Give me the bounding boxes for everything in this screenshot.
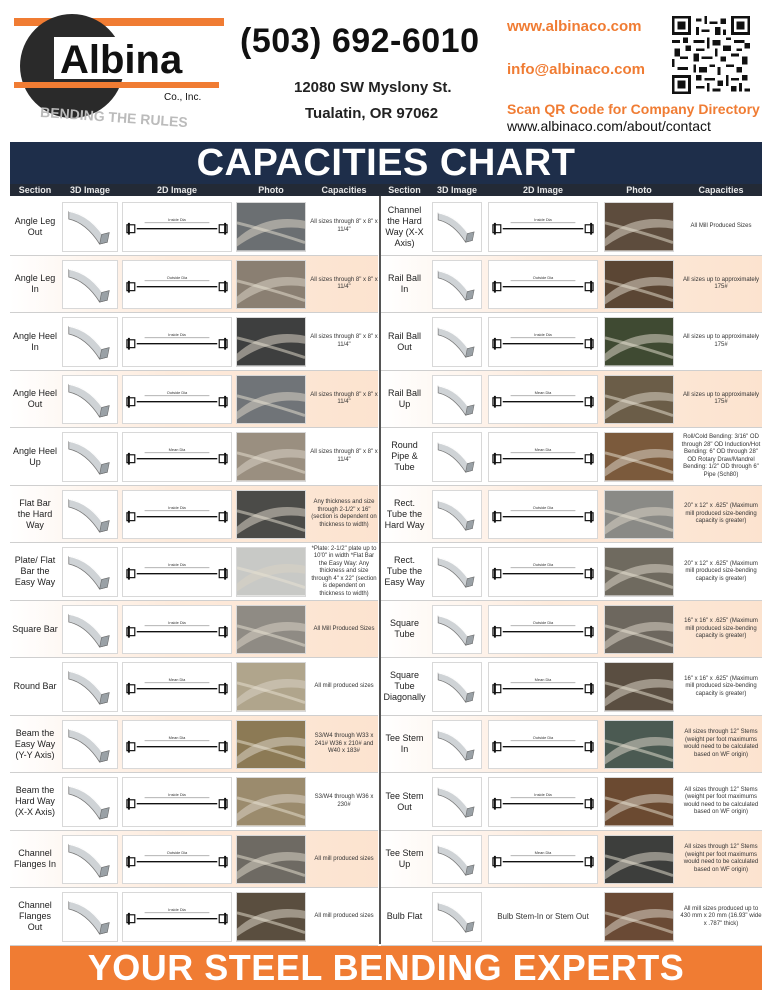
capacity-text: 20" x 12" x .625" (Maximum mill produced size-bending capacity is greater) bbox=[684, 560, 758, 582]
profile-2d-diagram bbox=[123, 491, 231, 539]
image-2d-cell bbox=[122, 432, 232, 482]
image-2d-cell bbox=[122, 777, 232, 827]
capacity-text: All sizes through 8" x 8" x 11/4" bbox=[310, 391, 378, 406]
dimension-label: Mean Dia bbox=[168, 446, 186, 452]
section-name: Rect. Tube the Easy Way bbox=[384, 555, 425, 588]
albina-logo bbox=[14, 10, 234, 130]
photo-cell bbox=[236, 490, 306, 540]
photo-image bbox=[237, 376, 305, 424]
photo-image bbox=[237, 318, 305, 366]
image-2d-cell bbox=[122, 720, 232, 770]
section-name: Rect. Tube the Hard Way bbox=[384, 497, 425, 530]
capacity-text: 16" x 16" x .625" (Maximum mill produced size-bending capacity is greater) bbox=[684, 618, 758, 639]
section-name: Square Tube bbox=[389, 618, 420, 640]
table-row bbox=[10, 888, 378, 946]
column-header: 3D Image bbox=[436, 185, 478, 195]
footer-slogan: YOUR STEEL BENDING EXPERTS bbox=[87, 947, 685, 988]
image-3d-cell bbox=[62, 720, 118, 770]
profile-3d-image bbox=[433, 836, 481, 884]
section-name: Square Bar bbox=[12, 623, 58, 634]
section-name: Beam the Easy Way (Y-Y Axis) bbox=[14, 727, 56, 760]
profile-3d-image bbox=[433, 548, 481, 596]
image-3d-cell bbox=[62, 375, 118, 425]
table-row bbox=[381, 831, 762, 889]
page-header bbox=[0, 0, 772, 142]
capacity-text: All sizes through 8" x 8" x 11/4" bbox=[310, 449, 378, 463]
image-2d-cell bbox=[122, 662, 232, 712]
dimension-label: Outside Dia bbox=[166, 389, 188, 395]
capacities-table bbox=[10, 184, 762, 944]
photo-cell bbox=[604, 432, 674, 482]
image-2d-cell bbox=[488, 490, 598, 540]
image-3d-cell bbox=[432, 490, 482, 540]
image-2d-cell bbox=[488, 202, 598, 252]
address-line-1: 12080 SW Myslony St. bbox=[294, 79, 452, 96]
capacity-text: All mill sizes produced up to 430 mm x 20 mm (16.93" wide x .787" thick) bbox=[680, 905, 762, 927]
image-3d-cell bbox=[432, 432, 482, 482]
capacity-text: 16" x 16" x .625" (Maximum mill produced size-bending capacity is greater) bbox=[684, 675, 758, 697]
dimension-label: Inside Dia bbox=[534, 791, 552, 797]
table-row bbox=[10, 256, 378, 314]
section-name: Bulb Flat bbox=[386, 911, 423, 922]
image-3d-cell bbox=[62, 260, 118, 310]
table-row bbox=[381, 313, 762, 371]
profile-2d-diagram bbox=[123, 433, 231, 481]
photo-cell bbox=[236, 202, 306, 252]
image-2d-cell bbox=[488, 547, 598, 597]
profile-3d-image bbox=[63, 893, 117, 941]
table-row bbox=[10, 543, 378, 601]
photo-cell bbox=[604, 490, 674, 540]
profile-3d-image bbox=[433, 778, 481, 826]
profile-2d-diagram bbox=[123, 318, 231, 366]
profile-2d-diagram bbox=[489, 491, 597, 539]
dimension-label: Inside Dia bbox=[534, 331, 552, 337]
image-3d-cell bbox=[62, 662, 118, 712]
image-2d-cell bbox=[488, 835, 598, 885]
table-row bbox=[381, 658, 762, 716]
image-3d-cell bbox=[62, 317, 118, 367]
address-line-2: Tualatin, OR 97062 bbox=[305, 105, 439, 122]
table-row bbox=[10, 313, 378, 371]
photo-cell bbox=[604, 662, 674, 712]
photo-cell bbox=[236, 662, 306, 712]
capacity-text: All sizes through 12" Stems (weight per foot maximums would need to be calculated based on WF origin) bbox=[683, 729, 759, 758]
photo-cell bbox=[604, 375, 674, 425]
section-name: Plate/ Flat Bar the Easy Way bbox=[14, 555, 56, 588]
profile-2d-diagram bbox=[489, 721, 597, 769]
profile-3d-image bbox=[63, 318, 117, 366]
image-2d-cell bbox=[122, 375, 232, 425]
image-2d-cell bbox=[122, 317, 232, 367]
profile-2d-diagram bbox=[489, 318, 597, 366]
email-link[interactable]: info@albinaco.com bbox=[507, 61, 645, 78]
section-name: Angle Leg In bbox=[14, 273, 56, 295]
dimension-label: Inside Dia bbox=[168, 619, 186, 625]
image-3d-cell bbox=[432, 375, 482, 425]
image-3d-cell bbox=[432, 260, 482, 310]
dimension-label: Outside Dia bbox=[166, 849, 188, 855]
section-name: Channel the Hard Way (X-X Axis) bbox=[385, 204, 424, 248]
photo-image bbox=[605, 778, 673, 826]
dimension-label: Inside Dia bbox=[168, 504, 186, 510]
table-row bbox=[381, 256, 762, 314]
photo-cell bbox=[236, 777, 306, 827]
capacity-text: All sizes through 8" x 8" x 11/4" bbox=[310, 334, 378, 348]
image-2d-cell bbox=[122, 892, 232, 942]
image-2d-cell bbox=[122, 260, 232, 310]
dimension-label: Inside Dia bbox=[168, 216, 186, 222]
profile-2d-diagram bbox=[123, 548, 231, 596]
column-header: Capacities bbox=[321, 185, 367, 195]
photo-image bbox=[237, 606, 305, 654]
section-name: Rail Ball Out bbox=[387, 330, 421, 352]
photo-cell bbox=[604, 892, 674, 942]
image-3d-cell bbox=[432, 202, 482, 252]
photo-image bbox=[605, 663, 673, 711]
table-row bbox=[10, 601, 378, 659]
image-3d-cell bbox=[62, 777, 118, 827]
profile-2d-diagram bbox=[489, 606, 597, 654]
column-header: Photo bbox=[258, 185, 284, 195]
section-name: Rail Ball In bbox=[387, 273, 421, 295]
photo-image bbox=[605, 721, 673, 769]
profile-2d-diagram bbox=[489, 376, 597, 424]
qr-prompt: Scan QR Code for Company Directory bbox=[507, 101, 760, 117]
profile-3d-image bbox=[433, 261, 481, 309]
profile-3d-image bbox=[433, 203, 481, 251]
section-name: Angle Leg Out bbox=[14, 215, 56, 237]
dimension-label: Mean Dia bbox=[168, 734, 186, 740]
profile-3d-image bbox=[63, 433, 117, 481]
capacity-text: All sizes through 12" Stems (weight per foot maximums would need to be calculated based on WF origin) bbox=[683, 786, 759, 816]
photo-image bbox=[605, 203, 673, 251]
section-name: Round Bar bbox=[13, 681, 57, 692]
image-3d-cell bbox=[432, 720, 482, 770]
profile-3d-image bbox=[63, 606, 117, 654]
capacity-text: All sizes through 8" x 8" x 11/4" bbox=[310, 219, 378, 233]
capacity-text: Any thickness and size through 2-1/2" x 16" (section is dependent on thickness to width) bbox=[311, 499, 377, 528]
dimension-label: Inside Dia bbox=[168, 906, 186, 912]
title-band bbox=[10, 142, 762, 184]
photo-cell bbox=[236, 317, 306, 367]
section-name: Flat Bar the Hard Way bbox=[17, 497, 53, 530]
image-2d-cell bbox=[488, 260, 598, 310]
profile-2d-diagram bbox=[123, 778, 231, 826]
photo-cell bbox=[236, 375, 306, 425]
profile-3d-image bbox=[63, 261, 117, 309]
dimension-label: Inside Dia bbox=[168, 791, 186, 797]
table-row bbox=[10, 716, 378, 774]
profile-3d-image bbox=[63, 663, 117, 711]
image-3d-cell bbox=[432, 547, 482, 597]
image-2d-cell bbox=[488, 375, 598, 425]
section-name: Tee Stem Out bbox=[385, 790, 424, 812]
profile-3d-image bbox=[433, 491, 481, 539]
column-header: Capacities bbox=[698, 185, 744, 195]
website-link[interactable]: www.albinaco.com bbox=[507, 18, 642, 35]
table-row bbox=[10, 773, 378, 831]
profile-3d-image bbox=[433, 606, 481, 654]
capacity-text: All mill produced sizes bbox=[314, 683, 374, 689]
profile-3d-image bbox=[63, 836, 117, 884]
profile-3d-image bbox=[63, 203, 117, 251]
profile-3d-image bbox=[433, 433, 481, 481]
photo-image bbox=[237, 663, 305, 711]
dimension-label: Outside Dia bbox=[532, 734, 554, 740]
table-row bbox=[381, 543, 762, 601]
qr-code-icon[interactable] bbox=[672, 16, 750, 94]
image-3d-cell bbox=[432, 605, 482, 655]
image-3d-cell bbox=[62, 547, 118, 597]
image-2d-cell bbox=[122, 835, 232, 885]
image-2d-cell bbox=[488, 605, 598, 655]
logo-suffix: Co., Inc. bbox=[164, 92, 202, 103]
table-row bbox=[381, 371, 762, 429]
column-header: 3D Image bbox=[69, 185, 111, 195]
profile-2d-diagram bbox=[123, 893, 231, 941]
section-name: Rail Ball Up bbox=[387, 388, 421, 410]
image-2d-cell bbox=[488, 432, 598, 482]
dimension-label: Mean Dia bbox=[168, 676, 186, 682]
profile-3d-image bbox=[433, 663, 481, 711]
column-header: 2D Image bbox=[156, 185, 198, 195]
logo-tagline: BENDING THE RULES bbox=[39, 103, 189, 130]
section-name: Tee Stem In bbox=[385, 733, 424, 755]
photo-cell bbox=[604, 720, 674, 770]
capacity-text: S3/W4 through W33 x 241# W36 x 210# and W40 x 183# bbox=[314, 733, 374, 754]
photo-image bbox=[605, 491, 673, 539]
profile-2d-diagram bbox=[123, 261, 231, 309]
capacity-text: S3/W4 through W36 x 230# bbox=[314, 794, 374, 808]
dimension-label: Outside Dia bbox=[532, 619, 554, 625]
capacity-text: All sizes up to approximately 175# bbox=[682, 391, 760, 406]
dimension-label: Mean Dia bbox=[534, 446, 552, 452]
profile-3d-image bbox=[63, 721, 117, 769]
table-row bbox=[10, 428, 378, 486]
image-2d-cell bbox=[488, 720, 598, 770]
image-3d-cell bbox=[62, 605, 118, 655]
table-row bbox=[381, 888, 762, 946]
photo-cell bbox=[604, 202, 674, 252]
dimension-label: Outside Dia bbox=[532, 504, 554, 510]
photo-image bbox=[605, 836, 673, 884]
capacity-text: All sizes through 8" x 8" x 11/4" bbox=[310, 276, 378, 291]
image-3d-cell bbox=[62, 202, 118, 252]
profile-3d-image bbox=[63, 491, 117, 539]
photo-cell bbox=[236, 260, 306, 310]
section-name: Angle Heel In bbox=[12, 330, 58, 352]
dimension-label: Outside Dia bbox=[532, 561, 554, 567]
profile-2d-diagram bbox=[123, 203, 231, 251]
capacity-text: 20" x 12" x .625" (Maximum mill produced size-bending capacity is greater) bbox=[684, 503, 758, 524]
image-3d-cell bbox=[62, 835, 118, 885]
photo-cell bbox=[604, 317, 674, 367]
dimension-label: Inside Dia bbox=[168, 561, 186, 567]
image-2d-cell bbox=[122, 202, 232, 252]
profile-3d-image bbox=[433, 721, 481, 769]
phone-number[interactable]: (503) 692-6010 bbox=[240, 22, 480, 60]
image-3d-cell bbox=[432, 317, 482, 367]
capacity-text: All sizes through 12" Stems (weight per foot maximums would need to be calculated based on WF origin) bbox=[683, 844, 759, 873]
photo-image bbox=[237, 261, 305, 309]
section-name: Channel Flanges In bbox=[13, 848, 57, 870]
photo-cell bbox=[604, 835, 674, 885]
profile-3d-image bbox=[433, 318, 481, 366]
table-row bbox=[381, 428, 762, 486]
photo-image bbox=[605, 261, 673, 309]
profile-2d-diagram bbox=[489, 836, 597, 884]
photo-image bbox=[237, 836, 305, 884]
image-3d-cell bbox=[432, 892, 482, 942]
footer-band bbox=[10, 946, 762, 990]
section-name: Angle Heel Up bbox=[12, 445, 58, 467]
photo-image bbox=[237, 203, 305, 251]
profile-2d-diagram bbox=[123, 663, 231, 711]
photo-image bbox=[605, 318, 673, 366]
image-2d-cell bbox=[488, 777, 598, 827]
table-row bbox=[10, 371, 378, 429]
section-name: Beam the Hard Way (X-X Axis) bbox=[14, 785, 55, 818]
contact-url[interactable]: www.albinaco.com/about/contact bbox=[507, 118, 711, 134]
column-header: Section bbox=[18, 185, 52, 195]
photo-image bbox=[605, 893, 673, 941]
capacity-text: All Mill Produced Sizes bbox=[313, 625, 375, 632]
capacity-text: Roll/Cold Bending: 3/16" OD through 28" OD Induction/Hot Bending: 6" OD through 28" OD Rotary Draw/Mandrel Bending: 1/2" OD through 6" Pipe (Sch80) bbox=[681, 434, 761, 478]
table-row bbox=[381, 716, 762, 774]
table-row bbox=[381, 198, 762, 256]
table-row bbox=[10, 198, 378, 256]
capacity-text: *Plate: 2-1/2" plate up to 10'0" in width *Flat Bar the Easy Way: Any thickness and size through 4" x 22" (section is dependent on thickness to width) bbox=[311, 545, 377, 597]
column-header: Photo bbox=[626, 185, 652, 195]
image-3d-cell bbox=[62, 432, 118, 482]
photo-cell bbox=[604, 777, 674, 827]
photo-cell bbox=[604, 260, 674, 310]
page-title: CAPACITIES CHART bbox=[196, 142, 576, 184]
section-name: Round Pipe & Tube bbox=[391, 440, 418, 473]
dimension-label: Mean Dia bbox=[534, 849, 552, 855]
profile-2d-diagram bbox=[123, 836, 231, 884]
profile-2d-diagram bbox=[489, 433, 597, 481]
column-header: 2D Image bbox=[522, 185, 564, 195]
table-row bbox=[381, 773, 762, 831]
section-name: Channel Flanges Out bbox=[18, 900, 52, 933]
profile-2d-diagram bbox=[489, 261, 597, 309]
dimension-label: Mean Dia bbox=[534, 676, 552, 682]
table-row bbox=[10, 831, 378, 889]
profile-2d-diagram bbox=[123, 721, 231, 769]
capacity-text: All Mill Produced Sizes bbox=[690, 223, 752, 229]
bulb-note: Bulb Stem-In or Stem Out bbox=[497, 912, 589, 922]
photo-cell bbox=[604, 547, 674, 597]
table-row bbox=[381, 486, 762, 544]
profile-2d-diagram bbox=[489, 548, 597, 596]
profile-3d-image bbox=[63, 376, 117, 424]
photo-cell bbox=[236, 605, 306, 655]
column-header: Section bbox=[388, 185, 421, 195]
image-2d-cell bbox=[488, 317, 598, 367]
photo-cell bbox=[604, 605, 674, 655]
profile-2d-diagram bbox=[489, 663, 597, 711]
photo-cell bbox=[236, 432, 306, 482]
section-name: Angle Heel Out bbox=[12, 388, 58, 410]
image-3d-cell bbox=[432, 662, 482, 712]
dimension-label: Outside Dia bbox=[166, 274, 188, 280]
image-2d-cell bbox=[122, 605, 232, 655]
profile-2d-diagram bbox=[123, 606, 231, 654]
table-row bbox=[10, 658, 378, 716]
photo-image bbox=[237, 721, 305, 769]
table-row bbox=[10, 486, 378, 544]
photo-cell bbox=[236, 720, 306, 770]
image-2d-cell bbox=[122, 547, 232, 597]
section-name: Square Tube Diagonally bbox=[383, 670, 426, 703]
photo-cell bbox=[236, 547, 306, 597]
capacity-text: All sizes up to approximately 175# bbox=[682, 276, 760, 291]
photo-image bbox=[605, 433, 673, 481]
photo-image bbox=[237, 491, 305, 539]
profile-3d-image bbox=[63, 548, 117, 596]
photo-cell bbox=[236, 835, 306, 885]
capacity-text: All mill produced sizes bbox=[314, 855, 374, 862]
photo-image bbox=[237, 548, 305, 596]
profile-3d-image bbox=[63, 778, 117, 826]
profile-3d-image bbox=[433, 893, 481, 941]
capacity-text: All sizes up to approximately 175# bbox=[682, 334, 760, 348]
profile-2d-diagram bbox=[489, 203, 597, 251]
image-3d-cell bbox=[432, 777, 482, 827]
dimension-label: Outside Dia bbox=[532, 274, 554, 280]
photo-image bbox=[605, 548, 673, 596]
image-3d-cell bbox=[432, 835, 482, 885]
photo-image bbox=[605, 606, 673, 654]
photo-image bbox=[605, 376, 673, 424]
profile-2d-diagram bbox=[489, 778, 597, 826]
image-2d-cell bbox=[122, 490, 232, 540]
logo-company: Albina bbox=[60, 38, 183, 82]
capacity-text: All mill produced sizes bbox=[314, 913, 374, 919]
profile-2d-diagram bbox=[123, 376, 231, 424]
photo-image bbox=[237, 778, 305, 826]
image-3d-cell bbox=[62, 892, 118, 942]
dimension-label: Mean Dia bbox=[534, 389, 552, 395]
photo-image bbox=[237, 893, 305, 941]
image-2d-cell bbox=[488, 662, 598, 712]
dimension-label: Inside Dia bbox=[168, 331, 186, 337]
image-3d-cell bbox=[62, 490, 118, 540]
section-name: Tee Stem Up bbox=[385, 848, 424, 870]
dimension-label: Inside Dia bbox=[534, 216, 552, 222]
table-row bbox=[381, 601, 762, 659]
photo-cell bbox=[236, 892, 306, 942]
photo-image bbox=[237, 433, 305, 481]
profile-3d-image bbox=[433, 376, 481, 424]
